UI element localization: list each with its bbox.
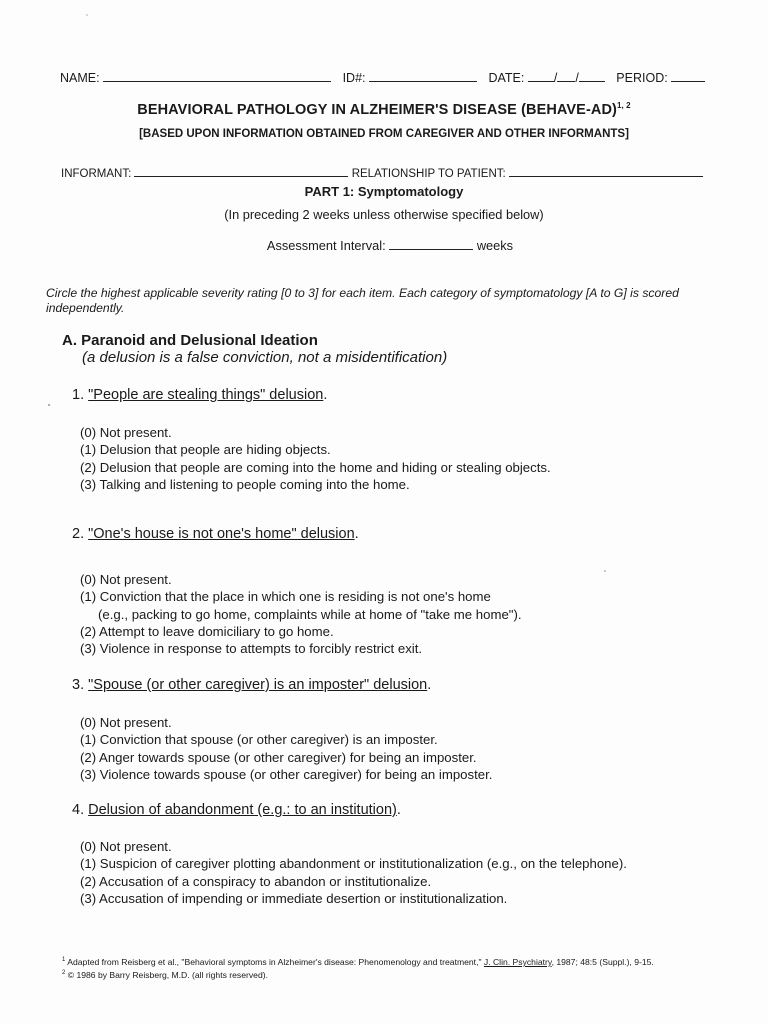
item-number: 2. xyxy=(72,526,85,542)
item-title: "People are stealing things" delusion xyxy=(88,387,324,403)
item-4-heading xyxy=(72,802,401,818)
option-0[interactable]: (0) Not present. xyxy=(80,715,172,730)
interval-field[interactable] xyxy=(389,238,473,250)
date-label: DATE: xyxy=(488,71,525,85)
name-label: NAME: xyxy=(60,71,100,85)
option-1[interactable]: (1) Suspicion of caregiver plotting abandonment or institutionalization (e.g., on the telephone). xyxy=(80,856,627,872)
option-1[interactable]: (1) Delusion that people are hiding objects. xyxy=(80,442,331,458)
footnote-2 xyxy=(62,970,268,980)
footnote-1 xyxy=(62,957,654,967)
item-number: 4. xyxy=(72,802,85,818)
option-2[interactable]: (2) Anger towards spouse (or other caregiver) for being an imposter. xyxy=(80,749,477,765)
option-1-detail: (e.g., packing to go home, complaints while at home of "take me home"). xyxy=(98,606,522,622)
item-end: . xyxy=(396,802,401,818)
scan-speck xyxy=(48,404,50,406)
item-3-heading xyxy=(72,677,431,693)
form-title xyxy=(0,101,768,118)
option-3[interactable]: (3) Violence in response to attempts to forcibly restrict exit. xyxy=(80,641,423,657)
form-subtitle: [BASED UPON INFORMATION OBTAINED FROM CAREGIVER AND OTHER INFORMANTS] xyxy=(139,128,629,140)
relationship-label: RELATIONSHIP TO PATIENT: xyxy=(351,168,506,180)
item-3-options xyxy=(80,714,492,783)
informant-field[interactable] xyxy=(134,165,348,177)
item-2-heading xyxy=(72,526,359,542)
date-day-field[interactable] xyxy=(557,70,575,82)
item-end: . xyxy=(427,677,432,693)
interval-label: Assessment Interval: xyxy=(266,238,386,253)
item-title: "One's house is not one's home" delusion xyxy=(88,526,355,542)
date-month-field[interactable] xyxy=(528,70,554,82)
period-label: PERIOD: xyxy=(616,71,668,85)
item-end: . xyxy=(323,387,328,403)
option-2[interactable]: (2) Attempt to leave domiciliary to go home. xyxy=(80,623,334,639)
informant-row xyxy=(61,165,701,180)
footnote-text-end: , 1987; 48:5 (Suppl.), 9-15. xyxy=(551,957,654,967)
title-superscript: 1, 2 xyxy=(616,101,631,110)
item-number: 1. xyxy=(72,387,85,403)
item-1-options xyxy=(80,424,551,493)
option-3[interactable]: (3) Talking and listening to people coming into the home. xyxy=(80,476,410,492)
id-field[interactable] xyxy=(369,70,477,82)
item-end: . xyxy=(354,526,359,542)
informant-label: INFORMANT: xyxy=(61,168,132,180)
footnote-mark: 1 xyxy=(62,957,66,964)
item-number: 3. xyxy=(72,677,85,693)
option-2[interactable]: (2) Accusation of a conspiracy to abandon or institutionalize. xyxy=(80,873,432,889)
item-title: "Spouse (or other caregiver) is an imposter" delusion xyxy=(88,677,428,693)
period-field[interactable] xyxy=(671,70,705,82)
interval-unit: weeks xyxy=(476,238,514,253)
option-2[interactable]: (2) Delusion that people are coming into the home and hiding or stealing objects. xyxy=(80,459,551,475)
option-1[interactable]: (1) Conviction that the place in which one is residing is not one's home xyxy=(80,589,491,605)
id-label: ID#: xyxy=(342,71,366,85)
footnote-text: Adapted from Reisberg et al., "Behavioral symptoms in Alzheimer's disease: Phenomenology and treatment," xyxy=(67,957,484,967)
scan-speck xyxy=(604,570,606,572)
item-1-heading xyxy=(72,387,327,403)
instructions: Circle the highest applicable severity rating [0 to 3] for each item. Each category of symptomatology [A to G] is scored independently. xyxy=(46,286,679,315)
relationship-field[interactable] xyxy=(509,165,703,177)
item-4-options xyxy=(80,838,627,907)
assessment-interval xyxy=(0,238,768,253)
date-separator: / xyxy=(553,71,558,85)
date-separator: / xyxy=(575,71,579,85)
footnote-mark: 2 xyxy=(62,970,66,977)
option-0[interactable]: (0) Not present. xyxy=(80,425,172,440)
header-row xyxy=(60,70,700,85)
option-0[interactable]: (0) Not present. xyxy=(80,839,172,854)
option-3[interactable]: (3) Accusation of impending or immediate desertion or institutionalization. xyxy=(80,890,508,906)
journal-name: J. Clin. Psychiatry xyxy=(483,957,552,967)
item-2-options xyxy=(80,571,522,657)
item-title: Delusion of abandonment (e.g.: to an institution) xyxy=(88,802,397,818)
part-heading: PART 1: Symptomatology xyxy=(304,184,464,199)
option-3[interactable]: (3) Violence towards spouse (or other caregiver) for being an imposter. xyxy=(80,766,493,782)
name-field[interactable] xyxy=(103,70,331,82)
option-1[interactable]: (1) Conviction that spouse (or other caregiver) is an imposter. xyxy=(80,732,438,748)
section-subtitle: (a delusion is a false conviction, not a misidentification) xyxy=(82,349,448,366)
copyright-text: © 1986 by Barry Reisberg, M.D. (all rights reserved). xyxy=(67,970,268,980)
scan-speck xyxy=(86,14,88,16)
title-text: BEHAVIORAL PATHOLOGY IN ALZHEIMER'S DISEASE (BEHAVE-AD) xyxy=(137,101,617,118)
date-year-field[interactable] xyxy=(579,70,605,82)
part-note: (In preceding 2 weeks unless otherwise specified below) xyxy=(224,207,544,222)
option-0[interactable]: (0) Not present. xyxy=(80,572,172,587)
section-title: A. Paranoid and Delusional Ideation xyxy=(62,332,318,349)
